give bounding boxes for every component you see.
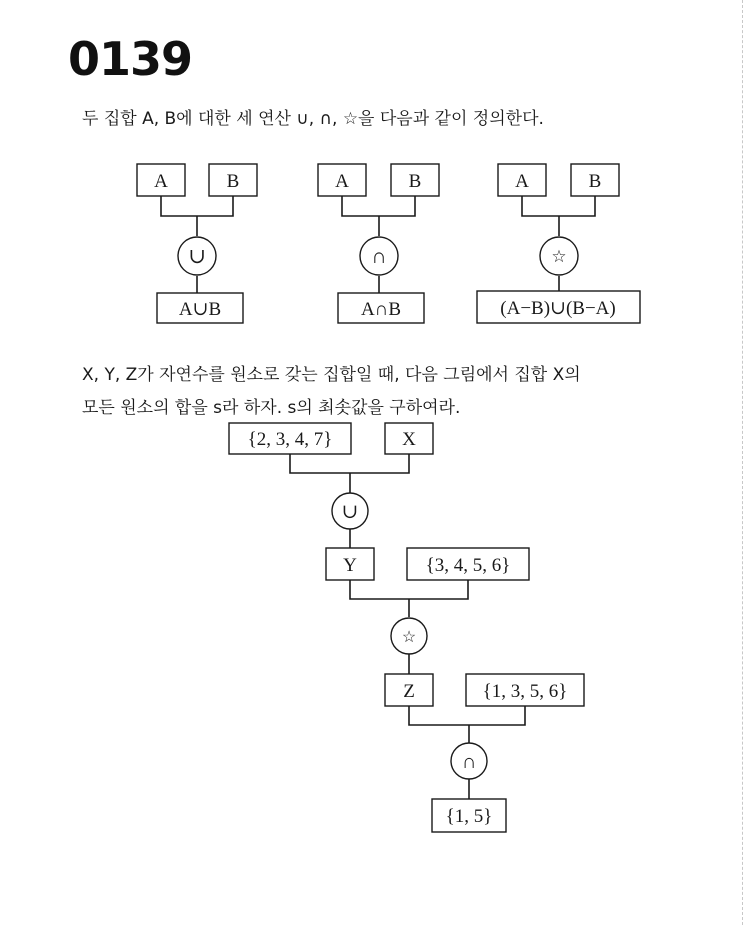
def-star-input-b-label: B: [588, 171, 602, 192]
definition-union: [137, 164, 257, 323]
def-union-output-label: A∪B: [178, 299, 222, 320]
intro-text: 두 집합 A, B에 대한 세 연산 ∪, ∩, ☆을 다음과 같이 정의한다.: [82, 109, 544, 129]
problem-number: 0139: [68, 32, 193, 86]
def-star-input-a-label: A: [515, 171, 529, 192]
flow-star-symbol: ☆: [401, 629, 417, 646]
flow-set-3456-label: {3, 4, 5, 6}: [425, 555, 511, 576]
flow-z-label: Z: [403, 681, 415, 702]
flow-intersection-symbol: ∩: [461, 751, 477, 773]
flow-set-2347-label: {2, 3, 4, 7}: [247, 429, 333, 450]
def-intersection-operator-symbol: ∩: [371, 244, 387, 268]
flow-set-1356-label: {1, 3, 5, 6}: [482, 681, 568, 702]
question-line-2: 모든 원소의 합을 s라 하자. s의 최솟값을 구하여라.: [82, 398, 461, 418]
def-intersection-input-a-label: A: [335, 171, 349, 192]
question-line-1: X, Y, Z가 자연수를 원소로 갖는 집합일 때, 다음 그림에서 집합 X의: [82, 365, 581, 385]
flow-diagram: [229, 423, 584, 832]
def-star-output-label: (A−B)∪(B−A): [500, 298, 616, 319]
definition-star: [477, 164, 640, 323]
flow-x-label: X: [402, 429, 416, 450]
def-union-operator-symbol: ∪: [188, 244, 206, 268]
flow-result-label: {1, 5}: [445, 806, 493, 827]
def-union-input-a-label: A: [154, 171, 168, 192]
definition-intersection: [318, 164, 439, 323]
def-intersection-input-b-label: B: [408, 171, 422, 192]
flow-y-label: Y: [343, 555, 357, 576]
def-union-input-b-label: B: [226, 171, 240, 192]
def-star-operator-symbol: ☆: [551, 247, 567, 266]
flow-union-symbol: ∪: [341, 501, 359, 523]
def-intersection-output-label: A∩B: [360, 299, 402, 320]
